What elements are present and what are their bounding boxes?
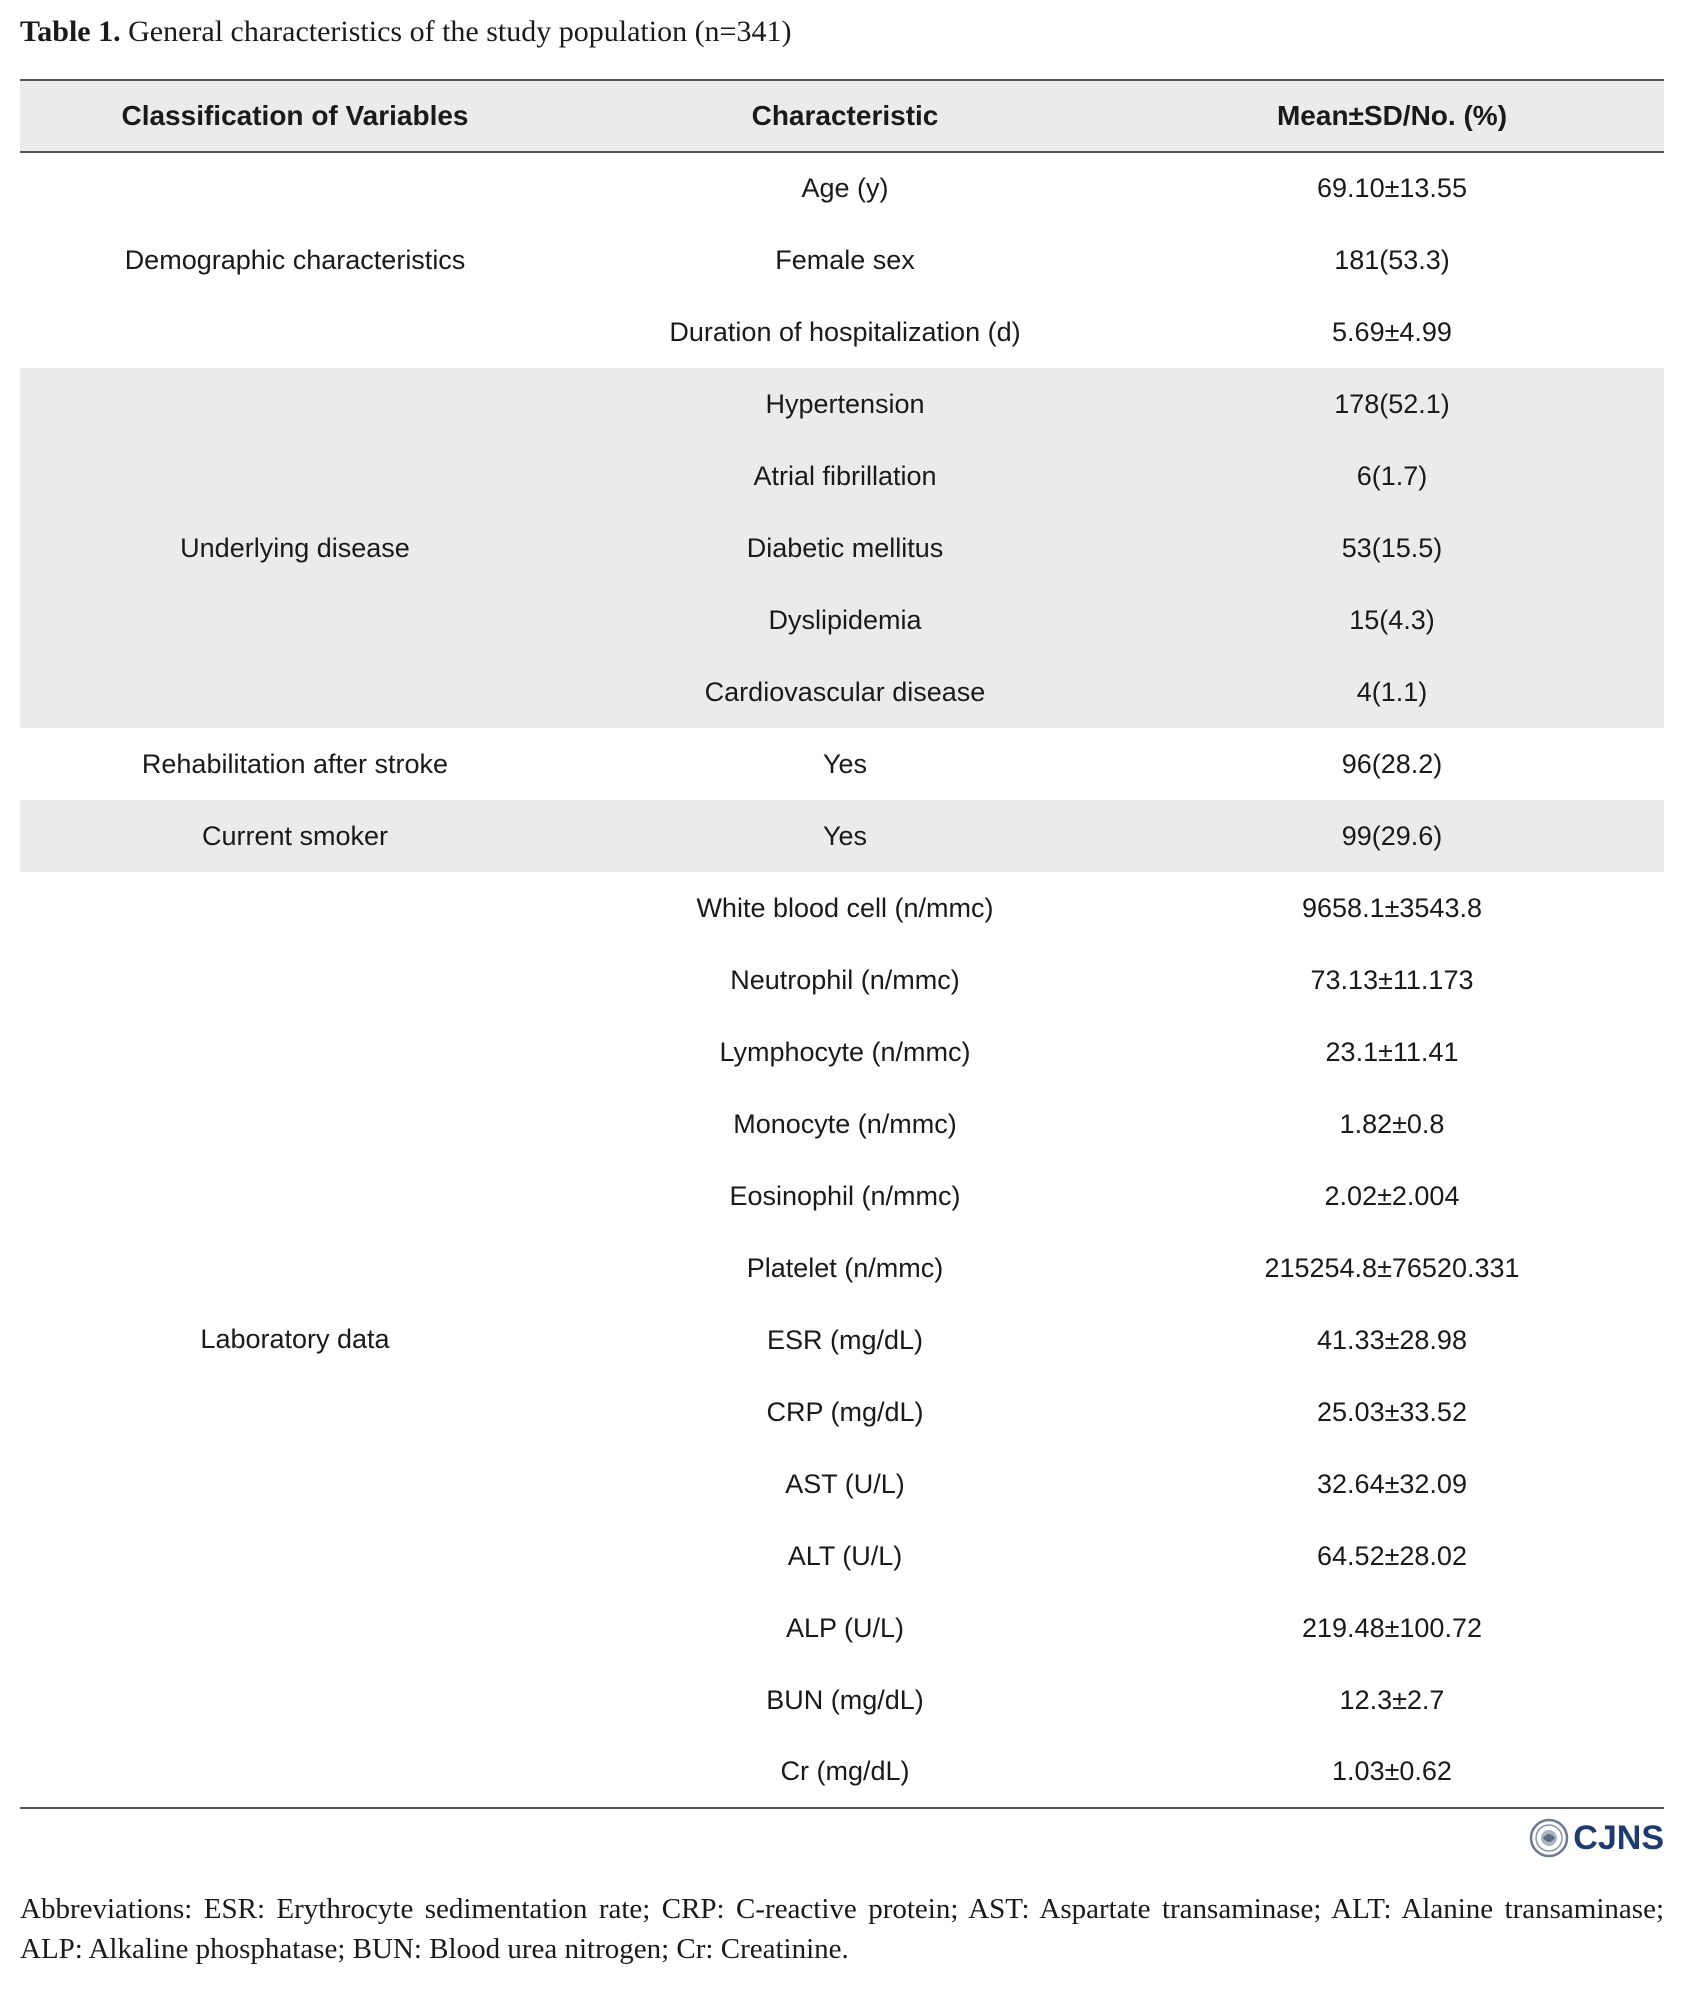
characteristics-table [20, 79, 1664, 1809]
characteristic-cell: AST (U/L) [785, 1468, 905, 1499]
characteristic-cell: Platelet (n/mmc) [746, 1252, 944, 1283]
value-cell: 25.03±33.52 [1317, 1396, 1467, 1427]
characteristic-cell: Monocyte (n/mmc) [733, 1108, 957, 1139]
header-characteristic: Characteristic [751, 100, 939, 131]
value-cell: 1.82±0.8 [1339, 1108, 1445, 1139]
row-group [20, 872, 1664, 1808]
value-cell: 12.3±2.7 [1339, 1684, 1445, 1715]
value-cell: 4(1.1) [1356, 676, 1428, 707]
table-header [20, 80, 1664, 152]
value-cell: 41.33±28.98 [1317, 1324, 1467, 1355]
characteristic-cell: White blood cell (n/mmc) [696, 892, 994, 923]
logo-text: CJNS [1573, 1818, 1664, 1857]
abbreviations-footnote: Abbreviations: ESR: Erythrocyte sedimentation rate; CRP: C-reactive protein; AST: Aspartate transaminase; ALT: Alanine transaminase; ALP: Alkaline phosphatase; BUN: Blood urea nitrogen; Cr: Creatinine. [20, 1893, 1664, 1965]
table-row [20, 800, 1664, 872]
value-cell: 215254.8±76520.331 [1264, 1252, 1520, 1283]
characteristic-cell: Yes [822, 748, 868, 779]
value-cell: 15(4.3) [1349, 604, 1435, 635]
header-classification: Classification of Variables [121, 100, 469, 131]
characteristic-cell: Duration of hospitalization (d) [669, 316, 1021, 347]
category-cell: Laboratory data [200, 1324, 390, 1354]
table-row [20, 728, 1664, 800]
category-cell: Demographic characteristics [124, 245, 466, 275]
characteristic-cell: ALP (U/L) [785, 1612, 905, 1643]
row-group [20, 368, 1664, 728]
value-cell: 219.48±100.72 [1302, 1612, 1482, 1643]
table-row [20, 872, 1664, 944]
characteristic-cell: Cardiovascular disease [704, 676, 986, 707]
characteristic-cell: Dyslipidemia [768, 604, 922, 635]
category-cell: Underlying disease [180, 532, 410, 563]
row-group [20, 152, 1664, 368]
characteristic-cell: BUN (mg/dL) [766, 1684, 924, 1715]
value-cell: 181(53.3) [1334, 244, 1450, 275]
table-row [20, 152, 1664, 224]
value-cell: 64.52±28.02 [1317, 1540, 1467, 1571]
category-cell: Current smoker [201, 820, 389, 851]
characteristic-cell: Female sex [775, 244, 915, 275]
value-cell: 178(52.1) [1334, 388, 1450, 419]
cjns-logo [1529, 1818, 1664, 1858]
journal-emblem-icon [1529, 1818, 1569, 1858]
value-cell: 2.02±2.004 [1324, 1180, 1460, 1211]
characteristic-cell: Neutrophil (n/mmc) [730, 964, 960, 995]
table-row [20, 368, 1664, 440]
characteristic-cell: Eosinophil (n/mmc) [729, 1180, 961, 1211]
value-cell: 9658.1±3543.8 [1302, 892, 1482, 923]
header-row [20, 80, 1664, 152]
row-group [20, 728, 1664, 800]
value-cell: 1.03±0.62 [1332, 1756, 1452, 1786]
table-caption-label: Table 1. [20, 15, 121, 48]
characteristic-cell: Lymphocyte (n/mmc) [719, 1036, 971, 1067]
value-cell: 69.10±13.55 [1317, 173, 1467, 203]
characteristic-cell: CRP (mg/dL) [766, 1396, 924, 1427]
characteristic-cell: Atrial fibrillation [753, 460, 937, 491]
characteristic-cell: Yes [822, 820, 868, 851]
table-caption [20, 10, 791, 54]
header-mean-sd: Mean±SD/No. (%) [1276, 100, 1508, 131]
value-cell: 73.13±11.173 [1310, 964, 1474, 995]
characteristic-cell: Age (y) [801, 173, 889, 203]
value-cell: 5.69±4.99 [1332, 316, 1452, 347]
characteristic-cell: Hypertension [765, 388, 925, 419]
characteristic-cell: Cr (mg/dL) [780, 1756, 910, 1786]
value-cell: 99(29.6) [1341, 820, 1443, 851]
row-group [20, 800, 1664, 872]
value-cell: 6(1.7) [1356, 460, 1428, 491]
value-cell: 32.64±32.09 [1317, 1468, 1467, 1499]
characteristic-cell: ESR (mg/dL) [766, 1324, 924, 1355]
characteristic-cell: Diabetic mellitus [746, 532, 944, 563]
value-cell: 53(15.5) [1341, 532, 1443, 563]
characteristic-cell: ALT (U/L) [787, 1540, 903, 1571]
category-cell: Rehabilitation after stroke [141, 748, 449, 779]
value-cell: 96(28.2) [1341, 748, 1443, 779]
value-cell: 23.1±11.41 [1325, 1036, 1459, 1067]
table-caption-text: General characteristics of the study population (n=341) [120, 15, 792, 48]
